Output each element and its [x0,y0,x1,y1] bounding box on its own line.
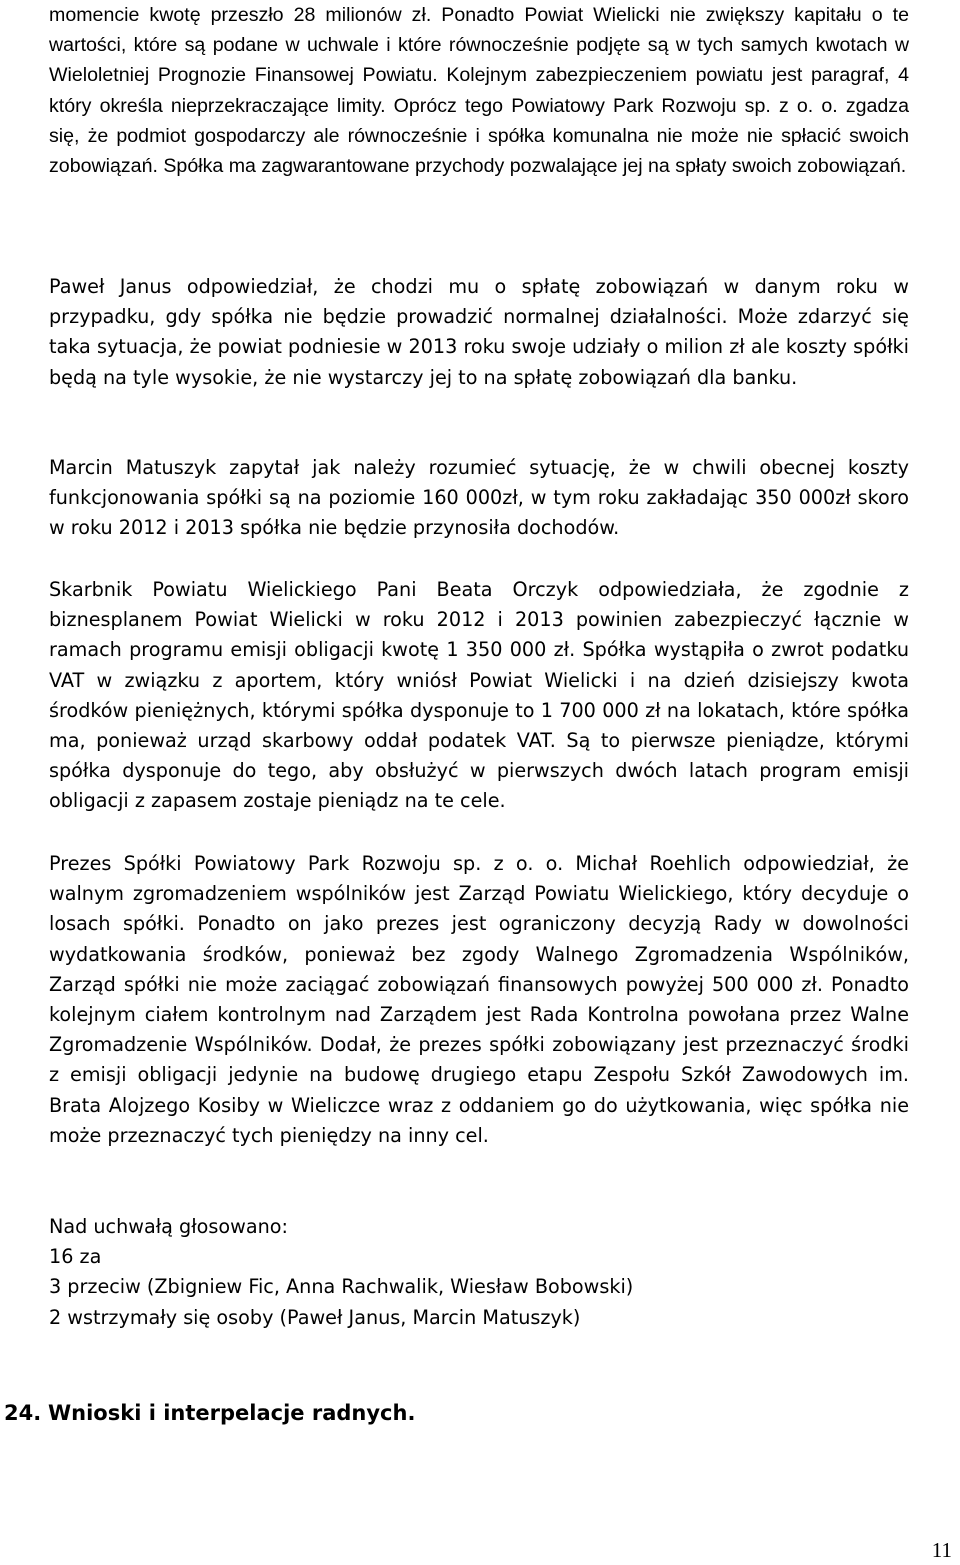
section-heading [4,1398,415,1428]
vote-for: 16 za [49,1245,102,1269]
paragraph-continuation: momencie kwotę przeszło 28 milionów zł. Ponadto Powiat Wielicki nie zwiększy kapitału o te wartości, które są podane w uchwale i które równocześnie podjęte są w tych samych kwotach w Wieloletniej Prognozie Finansowej Powiatu. Kolejnym zabezpieczeniem powiatu jest paragraf, 4 który określa nieprzekraczające limity. Oprócz tego Powiatowy Park Rozwoju sp. z o. o. zgadza się, że podmiot gospodarczy ale równocześnie i spółka komunalna nie może nie spłacić swoich zobowiązań. Spółka ma zagwarantowane przychody pozwalające jej na spłaty swoich zobowiązań. [49,4,909,178]
vote-abstain: 2 wstrzymały się osoby (Paweł Janus, Marcin Matuszyk) [49,1305,581,1329]
paragraph-prezes: Prezes Spółki Powiatowy Park Rozwoju sp. z o. o. Michał Roehlich odpowiedział, że walnym zgromadzeniem wspólników jest Zarząd Powiatu Wielickiego, który decyduje o losach spółki. Ponadto on jako prezes jest ograniczony decyzją Rady w dowolności wydatkowania środków, ponieważ bez zgody Walnego Zgromadzenia Wspólników, Zarząd spółki nie może zaciągać zobowiązań finansowych powyżej 500 000 zł. Ponadto kolejnym ciałem kontrolnym nad Zarządem jest Rada Kontrolna powołana przez Walne Zgromadzenie Wspólników. Dodał, że prezes spółki zobowiązany jest przeznaczyć środki z emisji obligacji jedynie na budowę drugiego etapu Zespołu Szkół Zawodowych im. Brata Alojzego Kosiby w Wieliczce wraz z oddaniem go do użytkowania, więc spółka nie może przeznaczyć tych pieniędzy na inny cel. [49,852,909,1147]
vote-result [49,1212,633,1333]
vote-intro: Nad uchwałą głosowano: [49,1215,288,1238]
section-title: Wnioski i interpelacje radnych. [48,1401,416,1425]
paragraph-pawel-janus: Paweł Janus odpowiedział, że chodzi mu o spłatę zobowiązań w danym roku w przypadku, gdy spółka nie będzie prowadzić normalnej działalności. Może zdarzyć się taka sytuacja, że powiat podniesie w 2013 roku swoje udziały o milion zł ale koszty spółki będą na tyle wysokie, że nie wystarczy jej to na spłatę zobowiązań dla banku. [49,275,909,389]
vote-against: 3 przeciw (Zbigniew Fic, Anna Rachwalik, Wiesław Bobowski) [49,1275,634,1299]
section-number: 24. [4,1401,42,1425]
page-number: 11 [931,1538,952,1562]
paragraph-marcin-matuszyk: Marcin Matuszyk zapytał jak należy rozumieć sytuację, że w chwili obecnej koszty funkcjonowania spółki są na poziomie 160 000zł, w tym roku zakładając 350 000zł skoro w roku 2012 i 2013 spółka nie będzie przynosiła dochodów. [49,456,909,540]
paragraph-skarbnik: Skarbnik Powiatu Wielickiego Pani Beata Orczyk odpowiedziała, że zgodnie z biznesplanem Powiat Wielicki w roku 2012 i 2013 powinien zabezpieczyć łącznie w ramach programu emisji obligacji kwotę 1 350 000 zł. Spółka wystąpiła o zwrot podatku VAT w związku z aportem, który wniósł Powiat Wielicki i na dzień dzisiejszy kwota środków pieniężnych, którymi spółka dysponuje to 1 700 000 zł na lokatach, które spółka ma, ponieważ urząd skarbowy oddał podatek VAT. Są to pierwsze pieniądze, którymi spółka dysponuje do tego, aby obsłużyć w pierwszych dwóch latach program emisji obligacji z zapasem zostaje pieniądz na te cele. [49,578,909,813]
